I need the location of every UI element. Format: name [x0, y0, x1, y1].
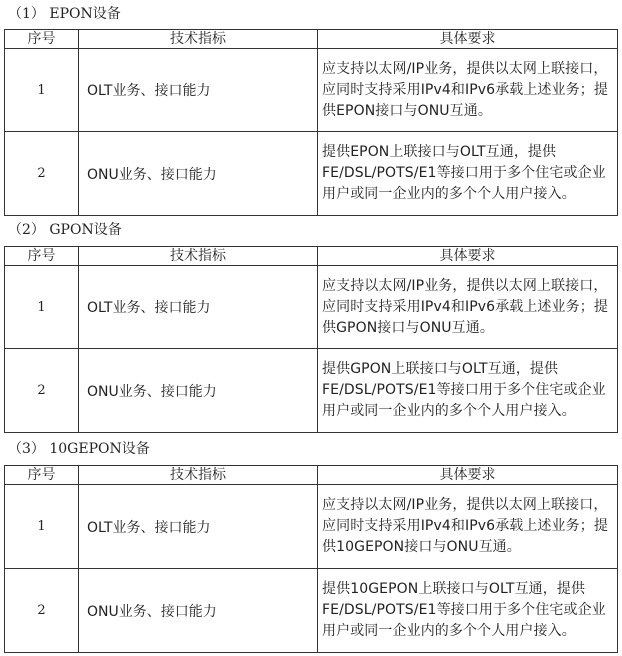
- row-requirement: 提供10GEPON上联接口与OLT互通，提供FE/DSL/POTS/E1等接口用于多个住宅或企业用户或同一企业内的多个个人用户接入。: [318, 569, 618, 653]
- row-number: 2: [5, 349, 79, 433]
- row-requirement: 提供GPON上联接口与OLT互通，提供FE/DSL/POTS/E1等接口用于多个住宅或企业用户或同一企业内的多个个人用户接入。: [318, 349, 618, 433]
- header-num: 序号: [5, 247, 79, 266]
- table-row: [5, 266, 618, 349]
- row-indicator: OLT业务、接口能力: [79, 485, 318, 569]
- table-row: [5, 485, 618, 569]
- header-indicator: 技术指标: [79, 247, 318, 266]
- row-number: 1: [5, 485, 79, 569]
- row-number: 1: [5, 266, 79, 349]
- row-number: 2: [5, 569, 79, 653]
- section-heading: （3） 10GEPON设备: [8, 441, 150, 457]
- header-requirement: 具体要求: [318, 30, 618, 49]
- spec-table: [4, 465, 618, 653]
- row-indicator: ONU业务、接口能力: [79, 569, 318, 653]
- row-requirement: 应支持以太网/IP业务，提供以太网上联接口，应同时支持采用IPv4和IPv6承载上述业务；提供EPON接口与ONU互通。: [318, 49, 618, 132]
- spec-table: [4, 246, 618, 433]
- row-number: 2: [5, 132, 79, 216]
- header-requirement: 具体要求: [318, 247, 618, 266]
- row-requirement: 提供EPON上联接口与OLT互通，提供FE/DSL/POTS/E1等接口用于多个住宅或企业用户或同一企业内的多个个人用户接入。: [318, 132, 618, 216]
- table-row: [5, 132, 618, 216]
- table-row: [5, 349, 618, 433]
- section-heading: （1） EPON设备: [8, 6, 121, 22]
- row-number: 1: [5, 49, 79, 132]
- table-header-row: [5, 466, 618, 485]
- header-num: 序号: [5, 466, 79, 485]
- row-requirement: 应支持以太网/IP业务，提供以太网上联接口，应同时支持采用IPv4和IPv6承载上述业务；提供GPON接口与ONU互通。: [318, 266, 618, 349]
- header-indicator: 技术指标: [79, 466, 318, 485]
- table-row: [5, 49, 618, 132]
- row-indicator: ONU业务、接口能力: [79, 132, 318, 216]
- spec-table: [4, 29, 618, 216]
- row-requirement: 应支持以太网/IP业务，提供以太网上联接口，应同时支持采用IPv4和IPv6承载上述业务；提供10GEPON接口与ONU互通。: [318, 485, 618, 569]
- row-indicator: OLT业务、接口能力: [79, 49, 318, 132]
- header-num: 序号: [5, 30, 79, 49]
- table-row: [5, 569, 618, 653]
- header-requirement: 具体要求: [318, 466, 618, 485]
- row-indicator: OLT业务、接口能力: [79, 266, 318, 349]
- row-indicator: ONU业务、接口能力: [79, 349, 318, 433]
- table-header-row: [5, 30, 618, 49]
- table-header-row: [5, 247, 618, 266]
- header-indicator: 技术指标: [79, 30, 318, 49]
- section-heading: （2） GPON设备: [8, 222, 122, 238]
